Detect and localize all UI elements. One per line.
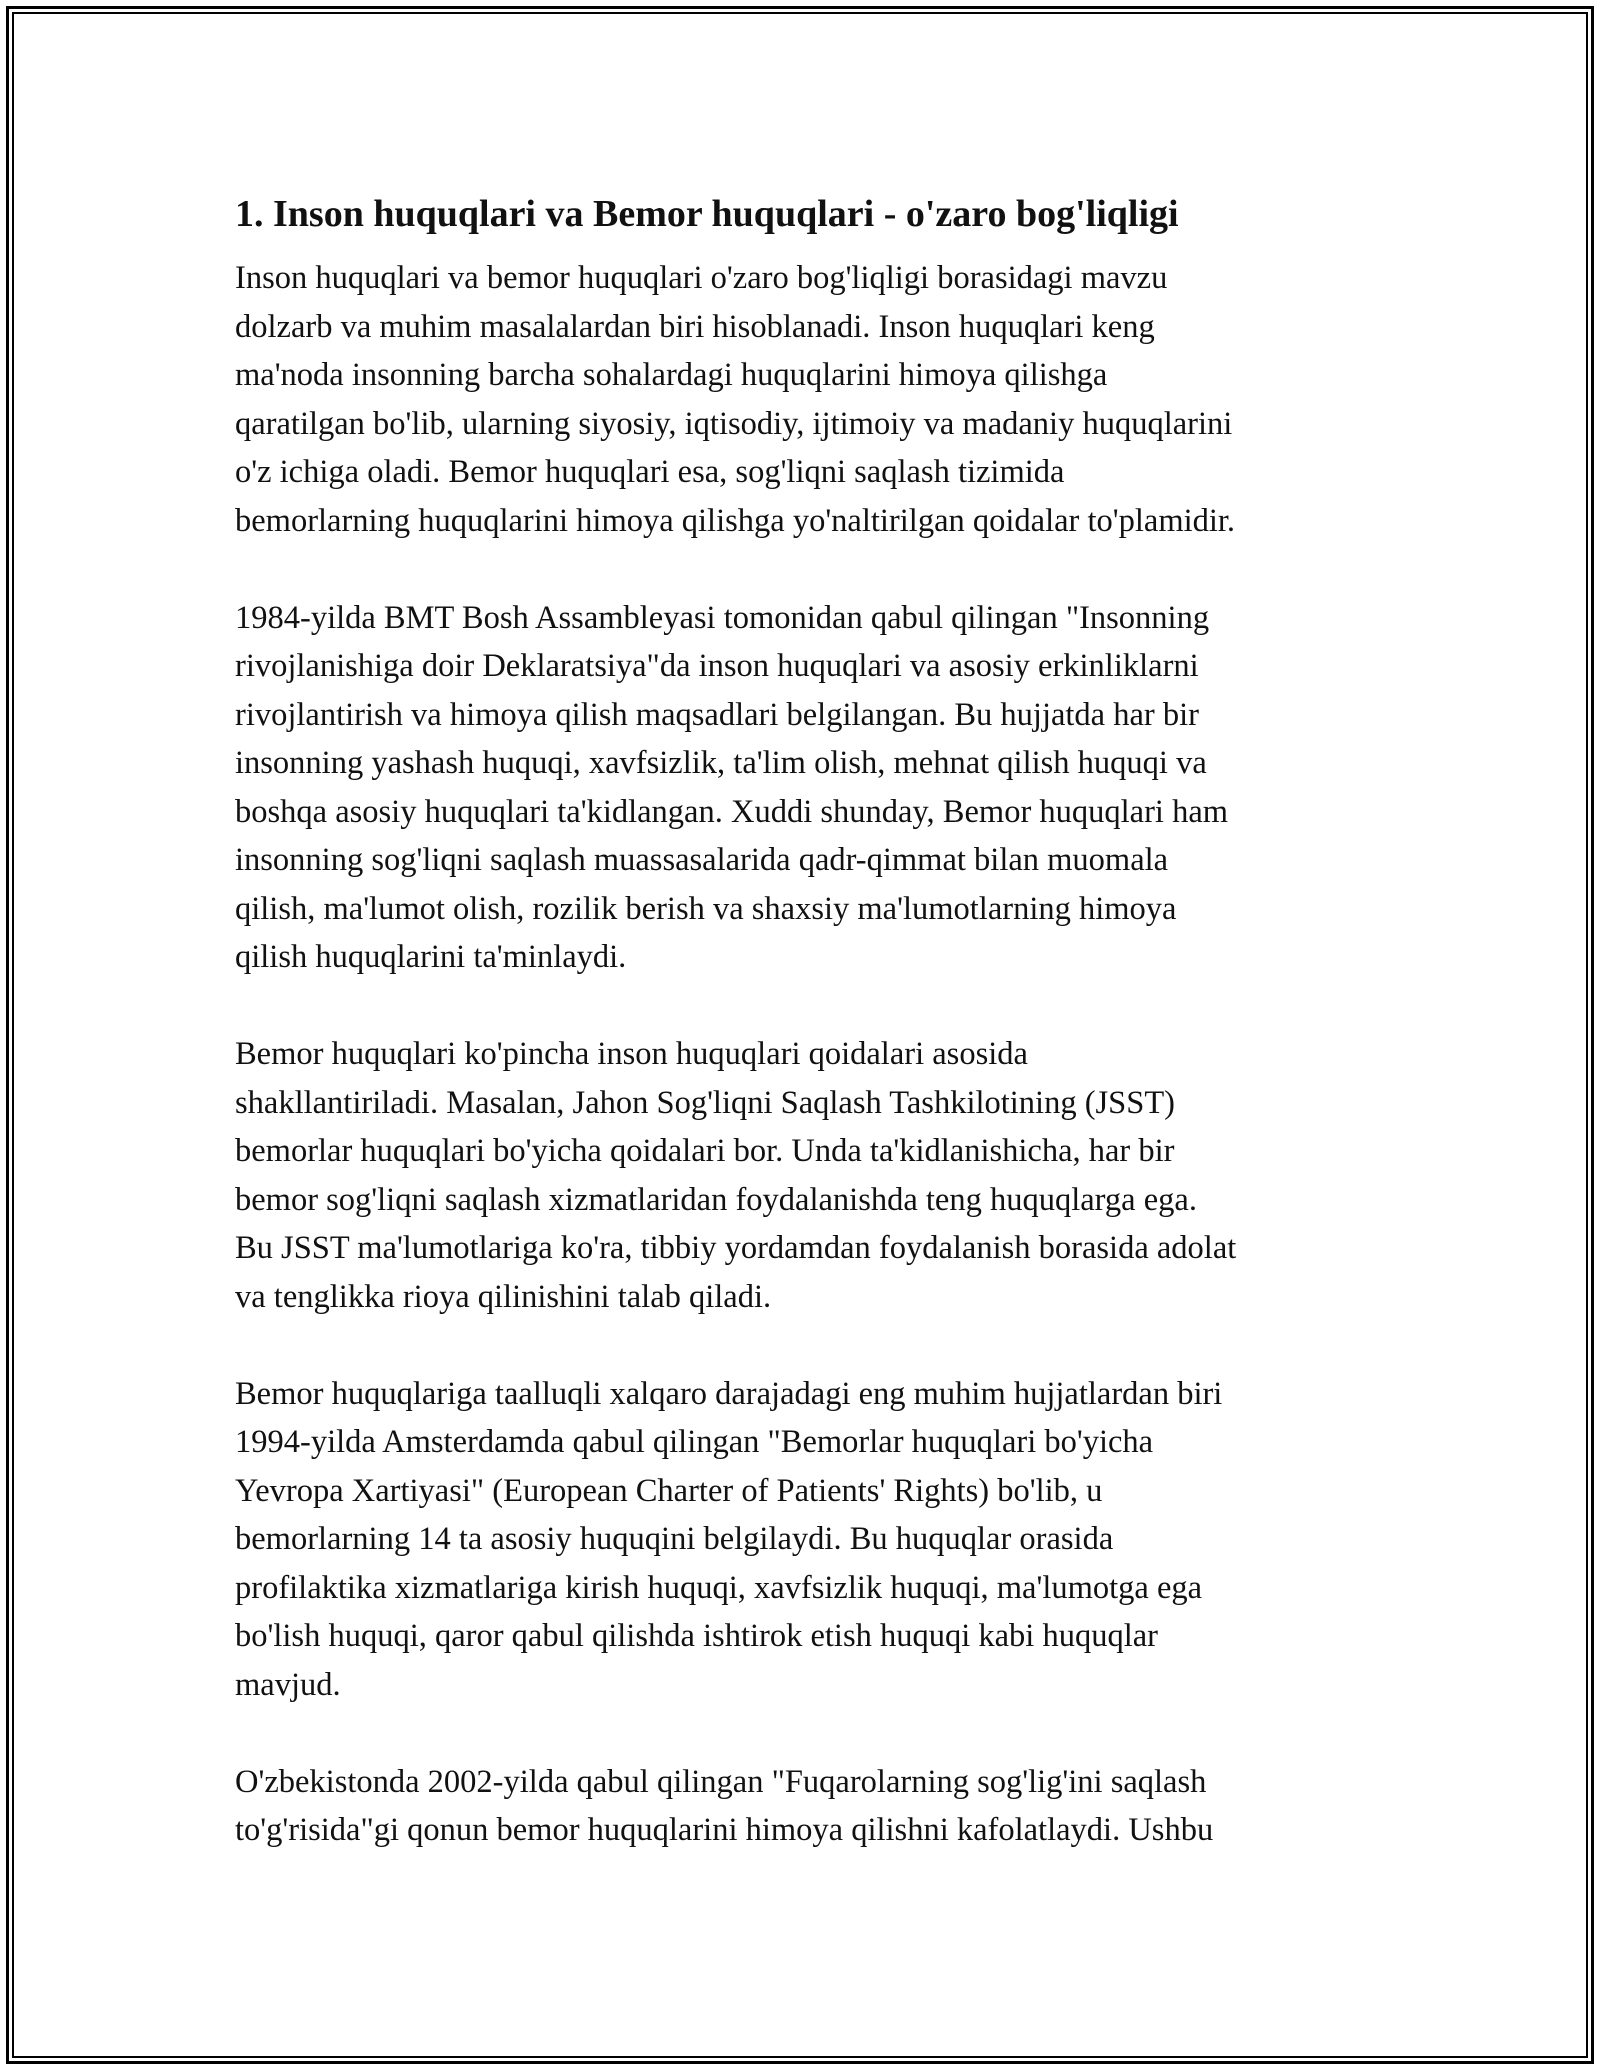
paragraph-3 xyxy=(235,1030,1375,1321)
text-line: Inson huquqlari va bemor huquqlari o'zaro bog'liqligi borasidagi mavzu xyxy=(235,260,1168,296)
text-line: dolzarb va muhim masalalardan biri hisoblanadi. Inson huquqlari keng xyxy=(235,308,1155,345)
text-line: 1984-yilda BMT Bosh Assambleyasi tomonidan qabul qilingan "Insonning xyxy=(235,599,1210,636)
text-line: ma'noda insonning barcha sohalardagi huquqlarini himoya qilishga xyxy=(235,357,1108,393)
text-line: Bu JSST ma'lumotlariga ko'ra, tibbiy yordamdan foydalanish borasida adolat xyxy=(235,1230,1237,1266)
text-line: to'g'risida"gi qonun bemor huquqlarini himoya qilishni kafolatlaydi. Ushbu xyxy=(235,1812,1214,1848)
text-line: rivojlanishiga doir Deklaratsiya"da inson huquqlari va asosiy erkinliklarni xyxy=(235,648,1199,684)
paragraph-5 xyxy=(235,1758,1375,1855)
text-line: va tenglikka rioya qilinishini talab qiladi. xyxy=(235,1278,772,1315)
text-line: Bemor huquqlariga taalluqli xalqaro darajadagi eng muhim hujjatlardan biri xyxy=(235,1375,1223,1412)
text-line: Bemor huquqlari ko'pincha inson huquqlari qoidalari asosida xyxy=(235,1036,1028,1072)
text-line: bo'lish huquqi, qaror qabul qilishda ishtirok etish huquqi kabi huquqlar xyxy=(235,1618,1158,1654)
text-line: bemorlarning huquqlarini himoya qilishga yo'naltirilgan qoidalar to'plamidir. xyxy=(235,502,1236,539)
text-line: qaratilgan bo'lib, ularning siyosiy, iqtisodiy, ijtimoiy va madaniy huquqlarini xyxy=(235,405,1233,442)
text-line: qilish huquqlarini ta'minlaydi. xyxy=(235,939,627,975)
text-line: o'z ichiga oladi. Bemor huquqlari esa, sog'liqni saqlash tizimida xyxy=(235,454,1065,490)
text-line: bemorlar huquqlari bo'yicha qoidalari bor. Unda ta'kidlanishicha, har bir xyxy=(235,1133,1175,1169)
paragraph-2 xyxy=(235,594,1375,982)
text-line: qilish, ma'lumot olish, rozilik berish va shaxsiy ma'lumotlarning himoya xyxy=(235,890,1177,927)
text-line: mavjud. xyxy=(235,1666,341,1703)
text-line: bemorlarning 14 ta asosiy huquqini belgilaydi. Bu huquqlar orasida xyxy=(235,1521,1114,1557)
text-line: O'zbekistonda 2002-yilda qabul qilingan "Fuqarolarning sog'lig'ini saqlash xyxy=(235,1763,1207,1800)
paragraph-1 xyxy=(235,254,1375,545)
text-line: 1994-yilda Amsterdamda qabul qilingan "Bemorlar huquqlari bo'yicha xyxy=(235,1424,1154,1460)
text-line: shakllantiriladi. Masalan, Jahon Sog'liqni Saqlash Tashkilotining (JSST) xyxy=(235,1084,1176,1121)
text-line: insonning yashash huquqi, xavfsizlik, ta'lim olish, mehnat qilish huquqi va xyxy=(235,745,1207,781)
text-line: bemor sog'liqni saqlash xizmatlaridan foydalanishda teng huquqlarga ega. xyxy=(235,1181,1197,1218)
text-line: rivojlantirish va himoya qilish maqsadlari belgilangan. Bu hujjatda har bir xyxy=(235,696,1199,733)
section-heading: 1. Inson huquqlari va Bemor huquqlari - o'zaro bog'liqligi xyxy=(235,193,1179,235)
text-line: Yevropa Xartiyasi" (European Charter of Patients' Rights) bo'lib, u xyxy=(235,1472,1103,1509)
text-line: profilaktika xizmatlariga kirish huquqi, xavfsizlik huquqi, ma'lumotga ega xyxy=(235,1569,1203,1606)
text-line: boshqa asosiy huquqlari ta'kidlangan. Xuddi shunday, Bemor huquqlari ham xyxy=(235,793,1229,830)
document-body xyxy=(235,186,1375,1903)
paragraph-4 xyxy=(235,1370,1375,1710)
text-line: insonning sog'liqni saqlash muassasalarida qadr-qimmat bilan muomala xyxy=(235,842,1169,878)
